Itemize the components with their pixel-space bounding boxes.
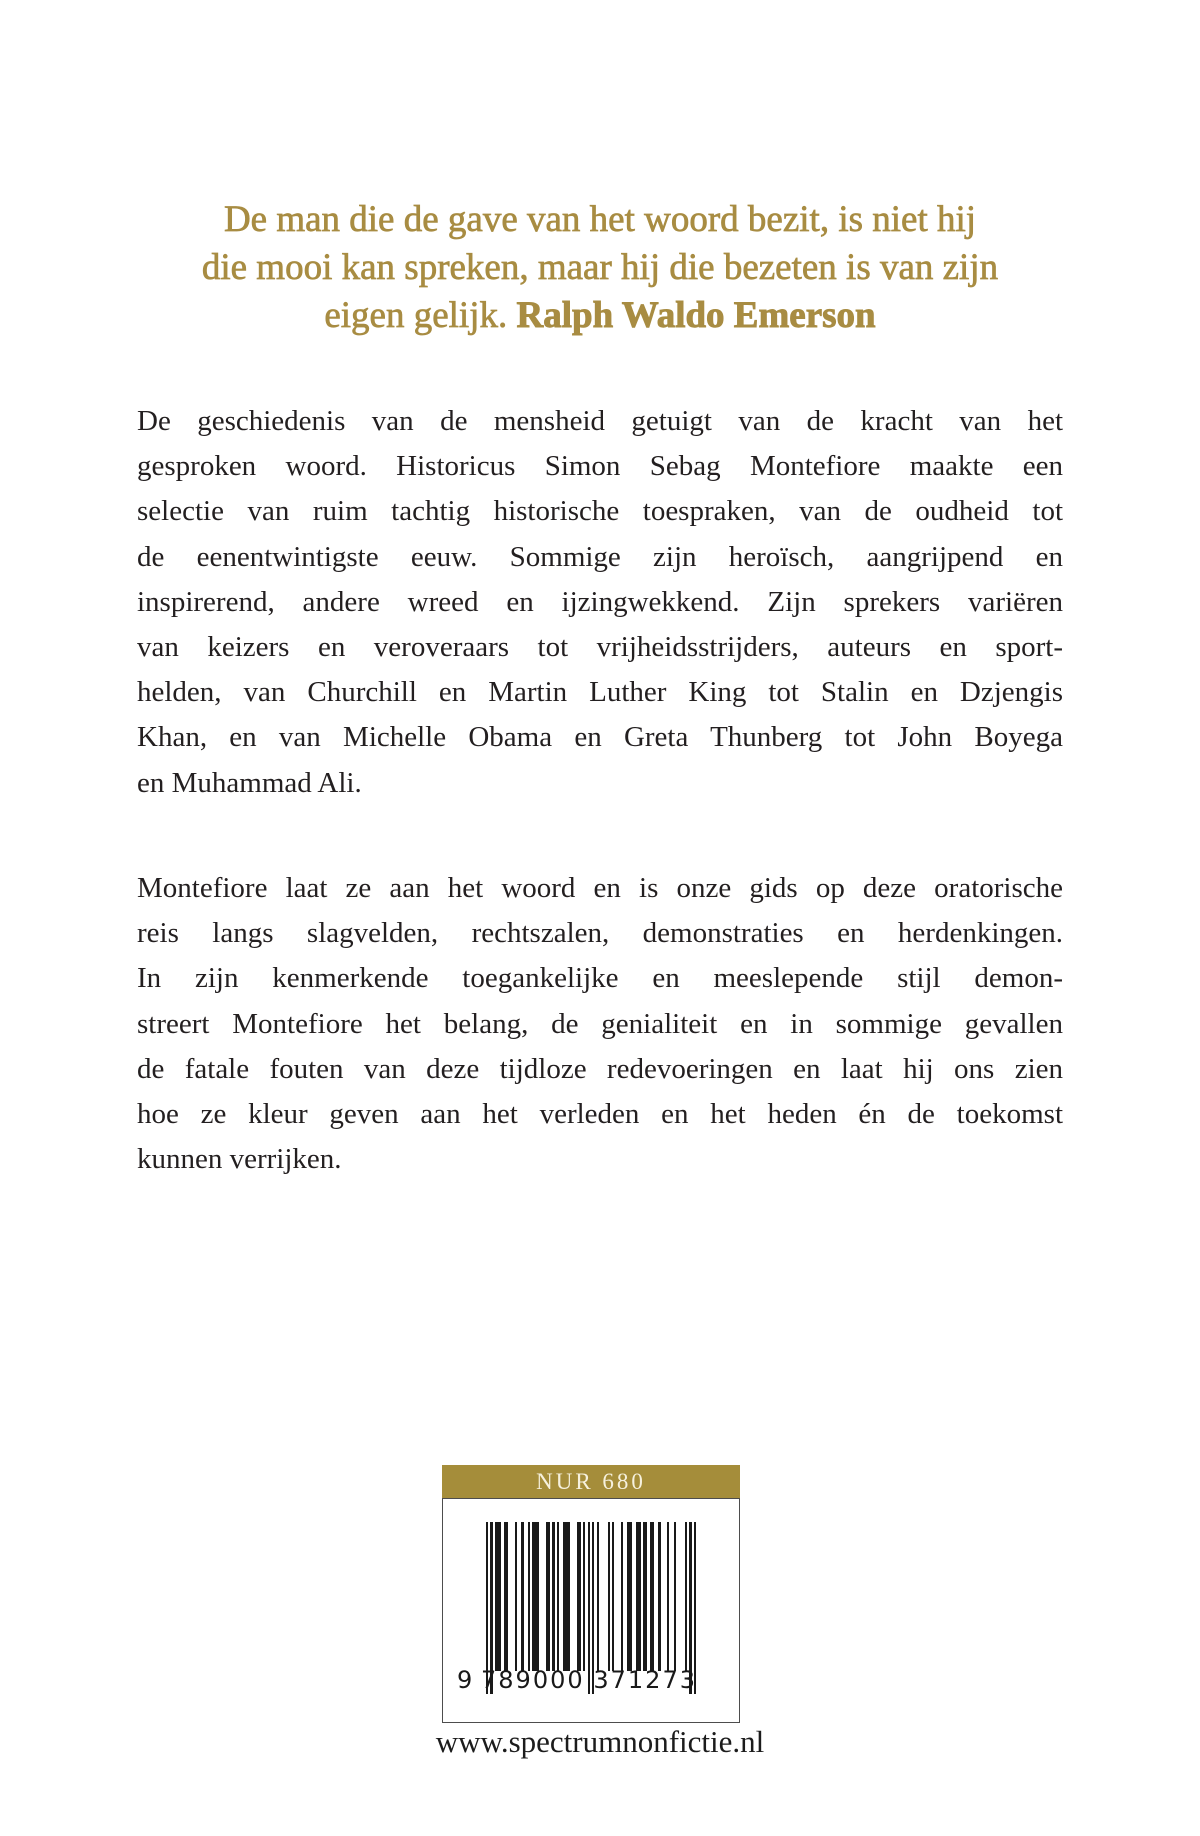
text-line: kunnen verrijken. — [137, 1143, 342, 1176]
quote-line: die mooi kan spreken, maar hij die bezeten is van zijn — [201, 247, 999, 288]
text-line: gesproken woord. Historicus Simon Sebag Montefiore maakte een — [137, 450, 1063, 483]
epigraph-quote — [137, 196, 1063, 340]
barcode-left-group: 789000 — [481, 1666, 585, 1694]
isbn-barcode — [442, 1498, 740, 1723]
nur-banner — [442, 1465, 740, 1498]
text-line: Montefiore laat ze aan het woord en is onze gids op deze oratorische — [137, 872, 1063, 904]
text-line: en Muhammad Ali. — [137, 766, 362, 799]
text-line: helden, van Churchill en Martin Luther King tot Stalin en Dzjengis — [137, 676, 1063, 709]
quote-closing-text: eigen gelijk. — [324, 295, 508, 336]
quote-line — [137, 292, 1063, 340]
barcode-right-group: 371273 — [593, 1666, 697, 1694]
text-line: streert Montefiore het belang, de genialiteit en in sommige gevallen — [137, 1007, 1063, 1040]
synopsis-paragraph-1 — [137, 399, 1063, 806]
nur-label: NUR 680 — [536, 1469, 646, 1494]
text-line: Khan, en van Michelle Obama en Greta Thunberg tot John Boyega — [137, 721, 1063, 754]
quote-line: De man die de gave van het woord bezit, is niet hij — [223, 199, 977, 240]
text-line: hoe ze kleur geven aan het verleden en het heden én de toekomst — [137, 1098, 1063, 1131]
synopsis-paragraph-2 — [137, 866, 1063, 1182]
text-line: reis langs slagvelden, rechtszalen, demonstraties en herdenkingen. — [137, 917, 1063, 950]
text-line: In zijn kenmerkende toegankelijke en meeslepende stijl demon- — [137, 962, 1063, 995]
quote-attribution: Ralph Waldo Emerson — [516, 295, 876, 336]
text-line: inspirerend, andere wreed en ijzingwekkend. Zijn sprekers variëren — [137, 585, 1063, 618]
barcode-digits — [457, 1665, 697, 1695]
barcode-first-digit: 9 — [457, 1666, 473, 1694]
text-line: de eenentwintigste eeuw. Sommige zijn heroïsch, aangrijpend en — [137, 540, 1063, 573]
text-line: van keizers en veroveraars tot vrijheidsstrijders, auteurs en sport- — [137, 631, 1063, 664]
text-line: selectie van ruim tachtig historische toespraken, van de oudheid tot — [137, 495, 1063, 528]
publisher-website-url: www.spectrumnonfictie.nl — [435, 1724, 765, 1759]
text-line: De geschiedenis van de mensheid getuigt van de kracht van het — [137, 405, 1063, 437]
text-line: de fatale fouten van deze tijdloze redevoeringen en laat hij ons zien — [137, 1052, 1063, 1085]
